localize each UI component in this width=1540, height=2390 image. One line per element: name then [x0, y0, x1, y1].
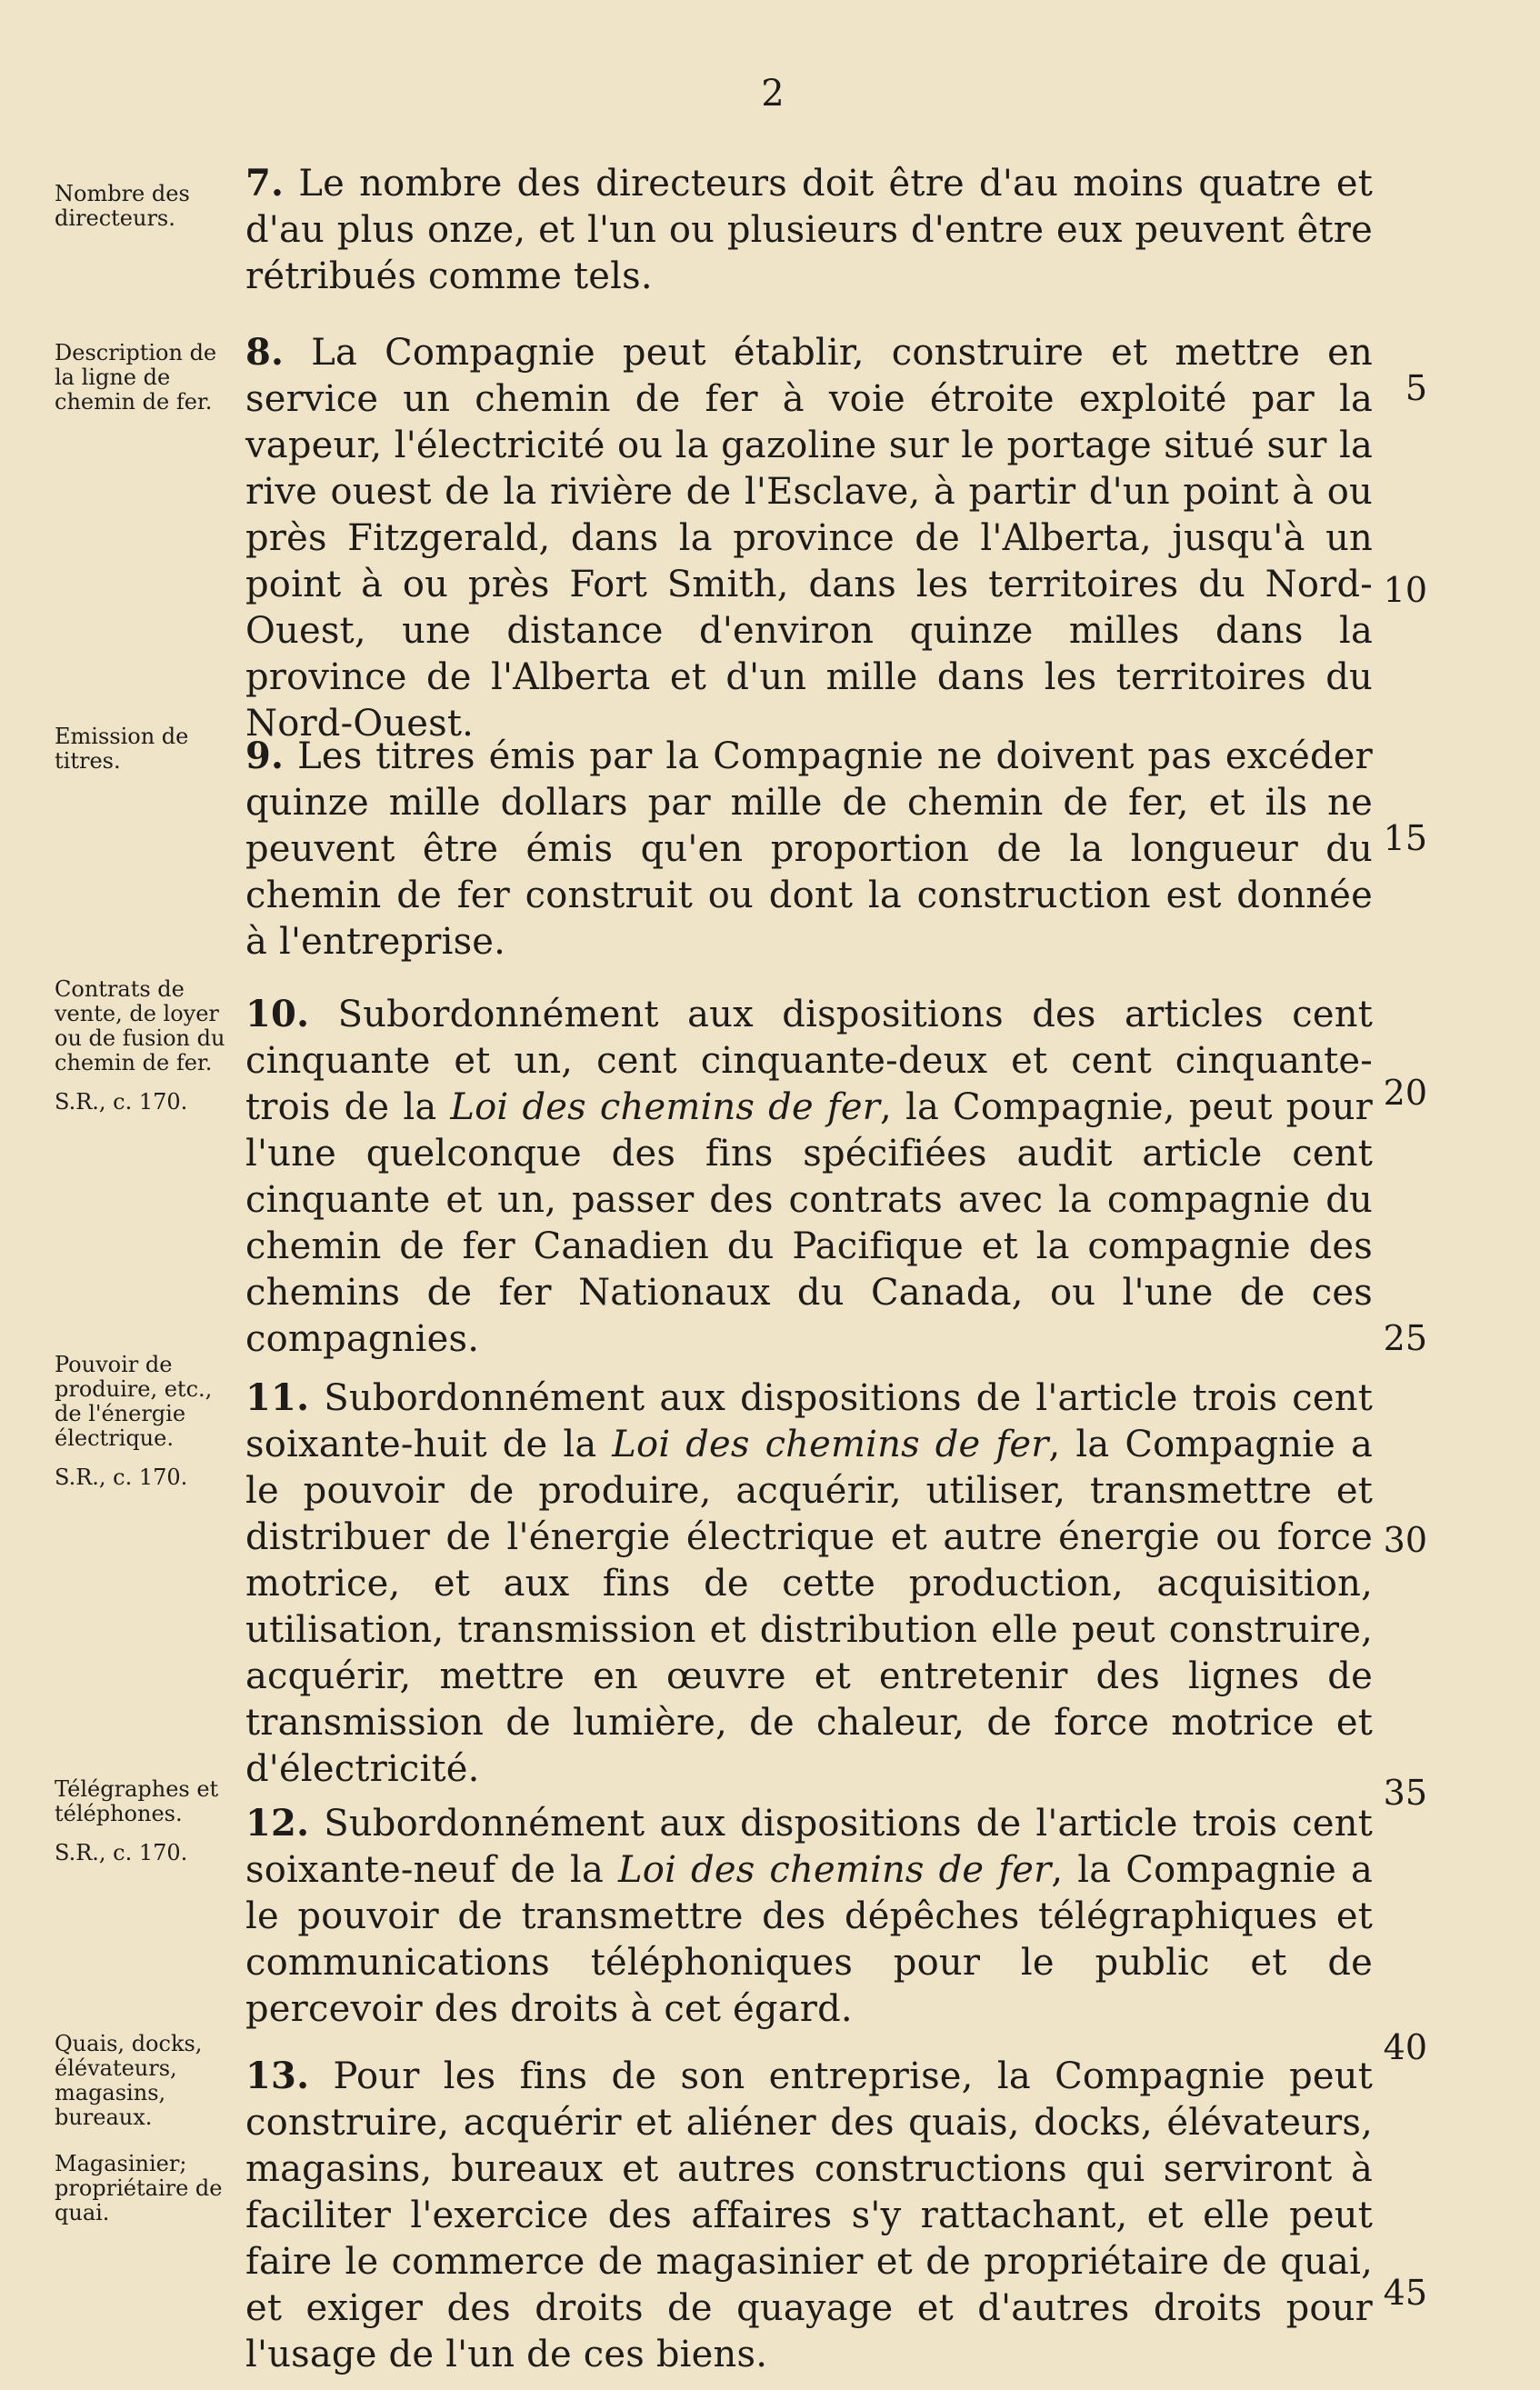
section-text: Subordonnément aux dispositions de l'article trois cent soixante-neuf de la	[245, 1803, 1373, 1891]
section-text: Le nombre des directeurs doit être d'au moins quatre et d'au plus onze, et l'un ou plusieurs d'entre eux peuvent être rétribués comme tels.	[245, 163, 1374, 297]
act-title: Loi des chemins de fer	[612, 1424, 1049, 1465]
section-number: 11.	[245, 1376, 310, 1419]
line-number: 40	[1383, 2027, 1427, 2067]
page-number: 2	[761, 73, 785, 115]
line-number: 45	[1383, 2273, 1427, 2313]
section-12	[245, 1800, 1373, 2033]
margin-note-contracts: Contrats de vente, de loyer ou de fusion du chemin de fer. S.R., c. 170.	[55, 977, 236, 1115]
section-number: 8.	[245, 331, 285, 374]
act-title: Loi des chemins de fer	[618, 1849, 1052, 1891]
line-number: 5	[1405, 368, 1427, 408]
section-text: Subordonnément aux dispositions des articles cent cinquante et un, cent cinquante-deux et cent cinquante-trois de la	[245, 994, 1373, 1128]
line-number: 25	[1383, 1318, 1427, 1358]
section-text: La Compagnie peut établir, construire et mettre en service un chemin de fer à voie étroite exploité par la vapeur, l'électricité ou la gazoline sur le portage situé sur la rive ouest de la rivière de l'Esclave, à partir d'un point à ou près Fitzgerald, dans la province de l'Alberta, jusqu'à un point à ou près Fort Smith, dans les territoires du Nord-Ouest, une distance d'environ quinze milles dans la province de l'Alberta et d'un mille dans les territoires du Nord-Ouest.	[245, 332, 1373, 745]
section-text: , la Compagnie a le pouvoir de transmettre des dépêches télégraphiques et communications téléphoniques pour le public et de percevoir des droits à cet égard.	[245, 1849, 1373, 2030]
margin-note-directors: Nombre des directeurs.	[55, 181, 190, 231]
margin-note-reference: S.R., c. 170.	[55, 1840, 188, 1865]
section-11	[245, 1375, 1373, 1793]
section-text: Pour les fins de son entreprise, la Compagnie peut construire, acquérir et aliéner des quais, docks, élévateurs, magasins, bureaux et autres constructions qui serviront à faciliter l'exercice des affaires s'y rattachant, et elle peut faire le commerce de magasinier et de propriétaire de quai, et exiger des droits de quayage et d'autres droits pour l'usage de l'un de ces biens.	[245, 2055, 1373, 2375]
section-number: 12.	[245, 1802, 310, 1845]
section-8	[245, 329, 1373, 747]
section-13	[245, 2053, 1373, 2378]
section-number: 9.	[245, 735, 285, 777]
section-text: , la Compagnie, peut pour l'une quelconque des fins spécifiées audit article cent cinquante et un, passer des contrats avec la compagnie du chemin de fer Canadien du Pacifique et la compagnie des chemins de fer Nationaux du Canada, ou l'une de ces compagnies.	[245, 1086, 1373, 1360]
section-text: Les titres émis par la Compagnie ne doivent pas excéder quinze mille dollars par mille de chemin de fer, et ils ne peuvent être émis qu'en proportion de la longueur du chemin de fer construit ou dont la construction est donnée à l'entreprise.	[245, 735, 1373, 963]
margin-note-electric-power: Pouvoir de produire, etc., de l'énergie électrique. S.R., c. 170.	[55, 1353, 236, 1490]
act-title: Loi des chemins de fer	[450, 1086, 881, 1128]
section-number: 13.	[245, 2055, 310, 2097]
section-7	[245, 160, 1373, 300]
section-number: 7.	[245, 162, 285, 205]
line-number: 30	[1383, 1520, 1427, 1560]
margin-note-wharves: Quais, docks, élévateurs, magasins, bureaux. Magasinier; propriétaire de quai.	[55, 2031, 223, 2225]
margin-note-reference: S.R., c. 170.	[55, 1465, 188, 1490]
margin-note-warehouseman: Magasinier; propriétaire de quai.	[55, 2151, 223, 2225]
section-number: 10.	[245, 993, 310, 1035]
line-number: 35	[1383, 1773, 1427, 1813]
section-9	[245, 733, 1373, 965]
line-number: 10	[1383, 570, 1427, 610]
section-text: , la Compagnie a le pouvoir de produire, acquérir, utiliser, transmettre et distribuer de l'énergie électrique et autre énergie ou force motrice, et aux fins de cette production, acquisition, utilisation, transmission et distribution elle peut construire, acquérir, mettre en œuvre et entretenir des lignes de transmission de lumière, de chaleur, de force motrice et d'électricité.	[245, 1424, 1373, 1790]
line-number: 15	[1383, 818, 1427, 858]
margin-note-railway-description: Description de la ligne de chemin de fer.	[55, 340, 217, 415]
margin-note-reference: S.R., c. 170.	[55, 1089, 188, 1115]
section-text: Subordonnément aux dispositions de l'article trois cent soixante-huit de la	[245, 1377, 1373, 1465]
section-10	[245, 991, 1373, 1363]
line-number: 20	[1383, 1073, 1427, 1113]
margin-note-telegraphs: Télégraphes et téléphones. S.R., c. 170.	[55, 1777, 236, 1865]
margin-note-securities: Emission de titres.	[55, 724, 189, 774]
